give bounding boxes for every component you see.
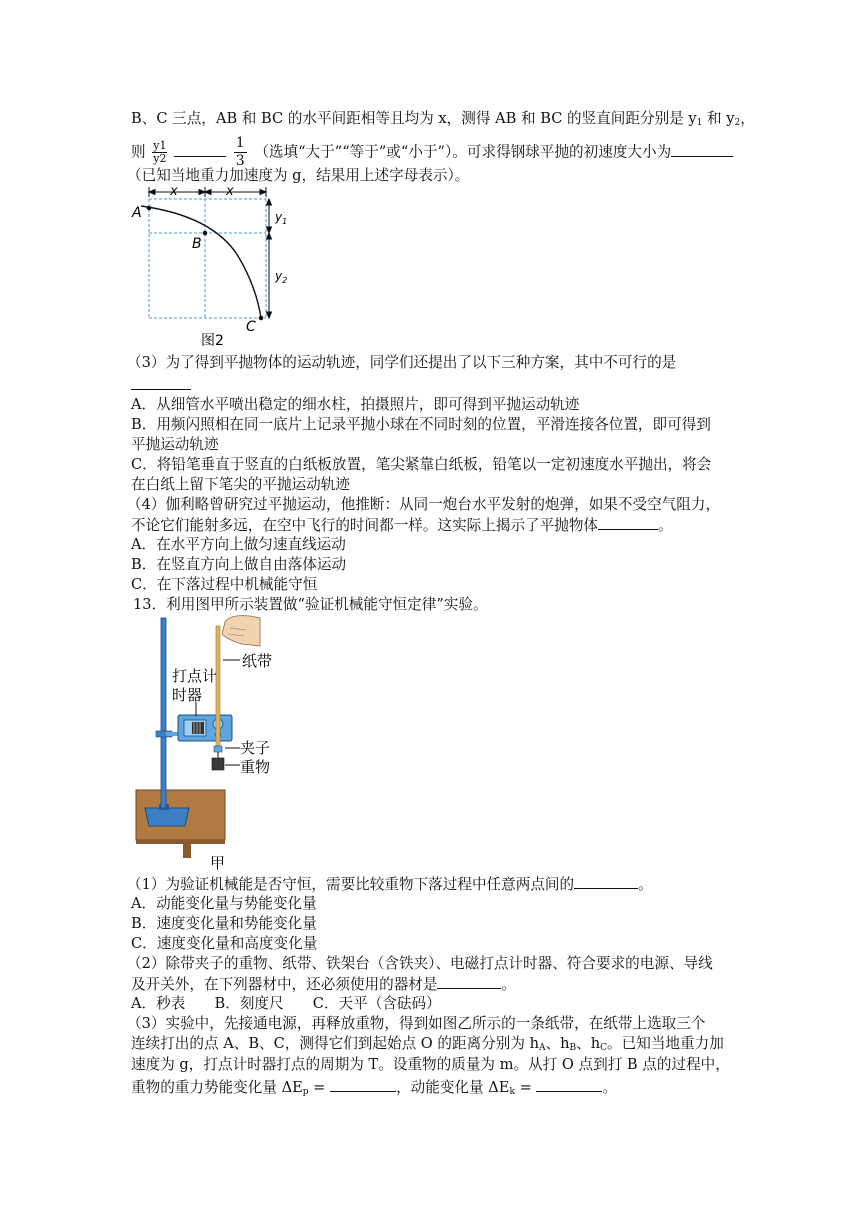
q12-3-option-b-cont: 平抛运动轨迹 — [131, 436, 219, 453]
text: 。已知当地重力加 — [607, 1035, 724, 1052]
q12-3-stem: （3）为了得到平抛物体的运动轨迹，同学们还提出了以下三种方案，其中不可行的是 — [127, 354, 677, 371]
point-b-label: B — [192, 236, 202, 252]
text: 。 — [501, 976, 517, 993]
q12-3-option-c-cont: 在白纸上留下笔尖的平抛运动轨迹 — [131, 476, 350, 493]
text: 和 y — [702, 110, 735, 127]
text: 连续打出的点 A、B、C，测得它们到起始点 O 的距离分别为 h — [131, 1035, 540, 1052]
answer-blank[interactable] — [437, 974, 501, 989]
figure-caption: 甲 — [210, 854, 226, 870]
answer-blank[interactable] — [598, 515, 658, 530]
ratio-fraction: $\frac{y1}{y2}$ — [153, 139, 167, 165]
q12-4-option-c: C．在下落过程中机械能守恒 — [131, 576, 318, 593]
timer-label: 打点计 — [172, 667, 218, 685]
text: 。 — [602, 1079, 618, 1096]
text: （1）为验证机械能是否守恒，需要比较重物下落过程中任意两点间的 — [127, 876, 575, 893]
text: ， — [740, 110, 755, 127]
point-a-label: A — [132, 205, 142, 221]
q12-4-option-a: A．在水平方向上做匀速直线运动 — [131, 536, 346, 553]
q13-3-line3: 速度为 g，打点计时器打点的周期为 T。设重物的质量为 m。从打 O 点到打 B 点的过程中， — [131, 1056, 730, 1073]
weight-label: 重物 — [240, 758, 271, 776]
text: 。 — [638, 876, 653, 893]
q12-4-option-b: B．在竖直方向上做自由落体运动 — [131, 556, 347, 573]
text: 及开关外，在下列器材中，还必须使用的器材是 — [131, 976, 438, 993]
figure-caption: 图2 — [201, 333, 224, 346]
x-label: x — [226, 186, 234, 199]
text: 、h — [545, 1035, 570, 1052]
clip-label: 夹子 — [240, 739, 271, 757]
q12-intro-line3: （已知当地重力加速度为 g，结果用上述字母表示）。 — [127, 167, 470, 184]
text: = — [514, 1079, 537, 1096]
q12-intro-line2 — [131, 135, 733, 170]
q13-2-stem: （2）除带夹子的重物、纸带、铁架台（含铁夹）、电磁打点计时器、符合要求的电源、导线 — [127, 955, 713, 972]
timer-label-cont: 时器 — [172, 686, 203, 704]
figure-2-trajectory — [128, 186, 298, 346]
q13-3-line4: 重物的重力势能变化量 $\Delta E_p$ = ，动能变化量 $\Delta E_k$ = 。 — [131, 1079, 618, 1097]
q13-stem: 13．利用图甲所示装置做“验证机械能守恒定律”实验。 — [133, 596, 488, 613]
answer-blank[interactable] — [174, 142, 226, 157]
y2-label: $y_2$ — [275, 269, 288, 285]
q12-4-stem: （4）伽利略曾研究过平抛运动，他推断：从同一炮台水平发射的炮弹，如果不受空气阻力， — [127, 496, 721, 513]
text: 则 — [131, 143, 146, 161]
answer-blank[interactable] — [671, 142, 733, 157]
text: 不论它们能射多远，在空中飞行的时间都一样。这实际上揭示了平抛物体 — [131, 517, 599, 534]
q13-1-stem — [127, 874, 653, 895]
text: 、h — [576, 1035, 601, 1052]
text: ，动能变化量 ΔE — [396, 1079, 510, 1096]
q13-2-stem-cont — [131, 974, 516, 995]
q13-2-options: A．秒表 B．刻度尺 C．天平（含砝码） — [131, 995, 441, 1012]
text: 重物的重力势能变化量 ΔE — [131, 1079, 303, 1096]
y1-label: $y_1$ — [275, 210, 288, 226]
q12-3-option-a: A．从细管水平喷出稳定的细水柱，拍摄照片，即可得到平抛运动轨迹 — [131, 396, 580, 413]
text: B、C 三点，AB 和 BC 的水平间距相等且均为 x，测得 AB 和 BC 的竖直间距分别是 y — [131, 110, 697, 127]
figure-jia-apparatus — [130, 612, 290, 870]
q13-1-option-a: A．动能变化量与势能变化量 — [131, 895, 317, 912]
answer-blank[interactable] — [536, 1077, 602, 1092]
q13-1-option-b: B．速度变化量和势能变化量 — [131, 915, 317, 932]
x-label: x — [170, 186, 178, 199]
q12-3-option-c: C．将铅笔垂直于竖直的白纸板放置，笔尖紧靠白纸板，铅笔以一定初速度水平抛出，将会 — [131, 456, 712, 473]
tape-label: 纸带 — [242, 652, 273, 670]
q12-3-blank-line — [131, 375, 191, 396]
answer-blank[interactable] — [330, 1077, 396, 1092]
q12-intro-line1: B、C 三点，AB 和 BC 的水平间距相等且均为 x，测得 AB 和 BC 的竖直间距分别是 $y_1$ 和 $y_2$， — [131, 110, 755, 128]
text: = — [308, 1079, 331, 1096]
text: 。 — [658, 517, 673, 534]
q12-3-option-b: B．用频闪照相在同一底片上记录平抛小球在不同时刻的位置，平滑连接各位置，即可得到 — [131, 416, 711, 433]
q13-3-line2: 连续打出的点 A、B、C，测得它们到起始点 O 的距离分别为 $h_A$、$h_B$、$h_C$。已知当地重力加 — [131, 1035, 724, 1053]
text: （选填“大于”“等于”或“小于”）。可求得钢球平抛的初速度大小为 — [254, 143, 672, 161]
answer-blank[interactable] — [131, 375, 191, 390]
q12-4-stem-cont — [131, 515, 673, 536]
answer-blank[interactable] — [574, 874, 638, 889]
one-third-fraction: $\frac{1}{3}$ — [235, 135, 245, 169]
q13-3-line1: （3）实验中，先接通电源，再释放重物，得到如图乙所示的一条纸带，在纸带上选取三个 — [127, 1015, 706, 1032]
point-c-label: C — [246, 319, 256, 335]
q13-1-option-c: C．速度变化量和高度变化量 — [131, 935, 318, 952]
